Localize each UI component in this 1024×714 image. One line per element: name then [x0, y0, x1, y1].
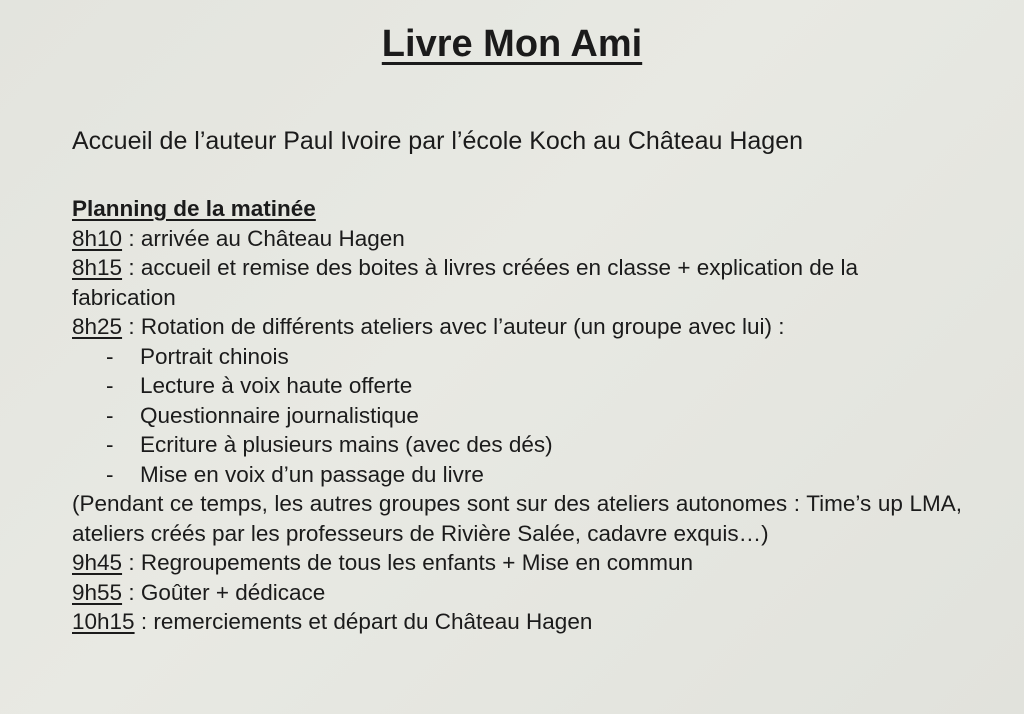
- schedule-separator: :: [122, 225, 141, 251]
- schedule-time: 8h10: [72, 225, 123, 251]
- title-text: Livre Mon Ami: [381, 23, 643, 65]
- workshop-label: Portrait chinois: [140, 343, 289, 369]
- section-heading: Planning de la matinée: [72, 196, 316, 221]
- bullet-dash: -: [106, 461, 114, 487]
- document-title: [0, 20, 1024, 68]
- schedule-separator: :: [122, 550, 141, 575]
- schedule-text: Regroupements de tous les enfants + Mise en commun: [140, 550, 694, 575]
- schedule-separator: :: [122, 314, 141, 339]
- event-subtitle: Accueil de l’auteur Paul Ivoire par l’école Koch au Château Hagen: [72, 127, 804, 155]
- schedule-entry: [72, 224, 962, 254]
- workshop-label: Mise en voix d’un passage du livre: [140, 461, 484, 487]
- schedule-text: Rotation de différents ateliers avec l’auteur (un groupe avec lui) :: [140, 314, 785, 339]
- autonomous-workshops-note: (Pendant ce temps, les autres groupes sont sur des ateliers autonomes : Time’s up LMA, ateliers créés par les professeurs de Rivière Salée, cadavre exquis…): [72, 491, 962, 546]
- workshop-item: [106, 430, 962, 460]
- schedule-time: 8h15: [72, 255, 123, 280]
- bullet-dash: -: [106, 343, 114, 369]
- schedule-time: 9h55: [72, 579, 123, 605]
- schedule-text: arrivée au Château Hagen: [140, 225, 405, 251]
- workshop-item: [106, 342, 962, 372]
- schedule-text: Goûter + dédicace: [140, 579, 326, 605]
- workshop-item: [106, 371, 962, 401]
- morning-program: [72, 194, 962, 637]
- schedule-text: accueil et remise des boites à livres créées en classe + explication de la fabrication: [72, 255, 859, 310]
- workshop-list: [72, 342, 962, 490]
- schedule-time: 8h25: [72, 314, 123, 339]
- schedule-separator: :: [134, 609, 154, 634]
- schedule-time: 9h45: [72, 550, 123, 575]
- bullet-dash: -: [106, 402, 114, 428]
- workshop-label: Questionnaire journalistique: [140, 402, 419, 428]
- workshop-label: Ecriture à plusieurs mains (avec des dés): [140, 432, 553, 457]
- workshop-item: [106, 460, 962, 490]
- bullet-dash: -: [106, 432, 114, 457]
- schedule-separator: :: [122, 579, 141, 605]
- schedule-entry: [72, 607, 962, 637]
- bullet-dash: -: [106, 373, 114, 398]
- schedule-text: remerciements et départ du Château Hagen: [153, 609, 593, 634]
- schedule-time: 10h15: [72, 609, 135, 634]
- schedule-entry: [72, 578, 962, 608]
- schedule-separator: :: [122, 255, 141, 280]
- schedule-entry: [72, 253, 962, 312]
- schedule-entry: [72, 548, 962, 578]
- workshop-item: [106, 401, 962, 431]
- schedule-entry: [72, 312, 962, 342]
- workshop-label: Lecture à voix haute offerte: [140, 373, 413, 398]
